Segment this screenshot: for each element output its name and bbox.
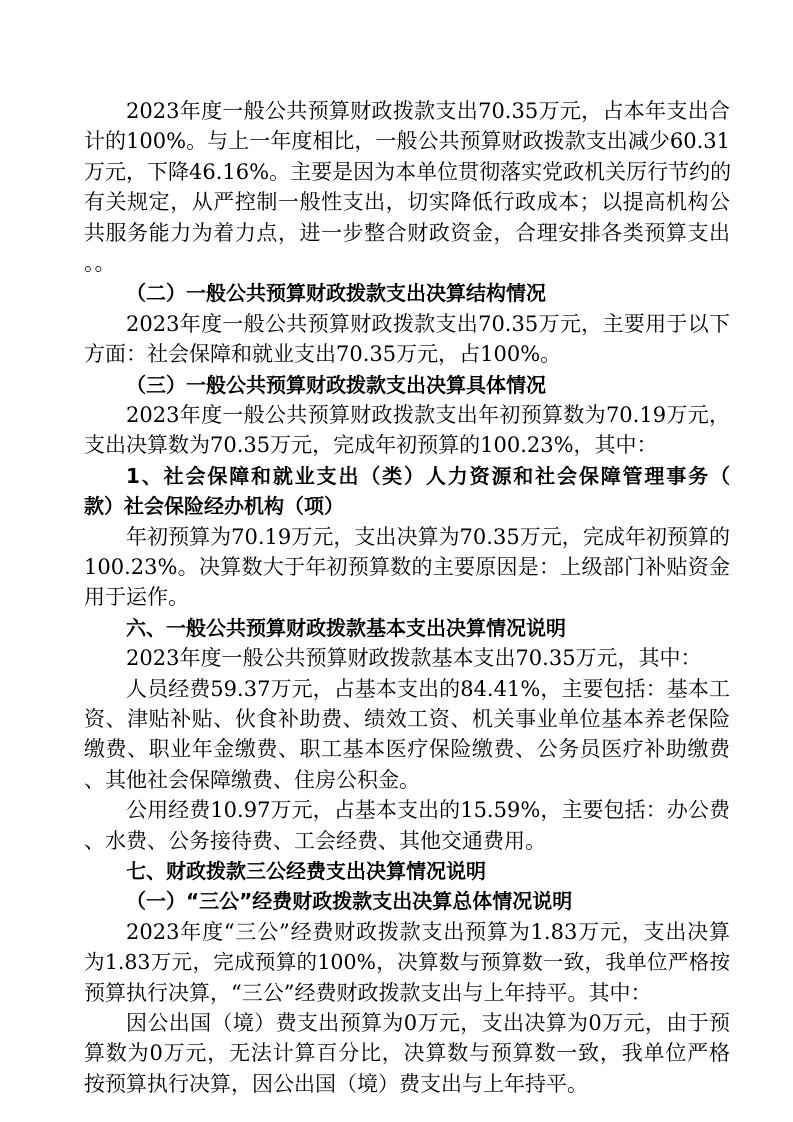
- paragraph-line: 缴费、职业年金缴费、职工基本医疗保险缴费、公务员医疗补助缴费: [84, 737, 730, 762]
- section-heading: 七、财政拨款三公经费支出决算情况说明: [126, 859, 486, 883]
- paragraph-line: 方面：社会保障和就业支出70.35万元，占100%。: [84, 342, 562, 367]
- section-heading: （二）一般公共预算财政拨款支出决算结构情况: [126, 281, 546, 306]
- paragraph-line: 。。: [84, 251, 116, 275]
- paragraph-line: 按预算执行决算，因公出国（境）费支出与上年持平。: [84, 1071, 588, 1096]
- paragraph-line: 2023年度“三公”经费财政拨款支出预算为1.83万元，支出决算: [126, 919, 730, 944]
- paragraph-line: 2023年度一般公共预算财政拨款支出70.35万元，占本年支出合: [126, 99, 730, 123]
- paragraph-line: 公用经费10.97万元，占基本支出的15.59%，主要包括：办公费: [126, 798, 730, 823]
- paragraph-line: 2023年度一般公共预算财政拨款基本支出70.35万元，其中：: [126, 646, 702, 671]
- paragraph-line: 人员经费59.37万元，占基本支出的84.41%，主要包括：基本工: [126, 676, 730, 701]
- paragraph-line: 因公出国（境）费支出预算为0万元，支出决算为0万元，由于预: [126, 1011, 730, 1035]
- section-heading: 六、一般公共预算财政拨款基本支出决算情况说明: [126, 615, 566, 640]
- paragraph-line: 预算执行决算，“三公”经费财政拨款支出与上年持平。其中：: [84, 980, 652, 1005]
- section-heading: （一）“三公”经费财政拨款支出决算总体情况说明: [126, 889, 573, 914]
- paragraph-line: 资、津贴补贴、伙食补助费、绩效工资、机关事业单位基本养老保险: [84, 707, 730, 731]
- paragraph-line: 万元，下降46.16%。主要是因为本单位贯彻落实党政机关厉行节约的: [84, 159, 732, 184]
- paragraph-line: 支出决算数为70.35万元，完成年初预算的100.23%，其中：: [84, 433, 658, 458]
- paragraph-line: 2023年度一般公共预算财政拨款支出年初预算数为70.19万元，: [126, 403, 730, 427]
- section-heading: 款）社会保险经办机构（项）: [84, 494, 344, 519]
- paragraph-line: 共服务能力为着力点，进一步整合财政资金，合理安排各类预算支出: [84, 220, 730, 245]
- paragraph-line: 、其他社会保障缴费、住房公积金。: [84, 767, 420, 792]
- paragraph-line: 算数为0万元，无法计算百分比，决算数与预算数一致，我单位严格: [84, 1041, 730, 1066]
- section-heading: （三）一般公共预算财政拨款支出决算具体情况: [126, 372, 546, 397]
- paragraph-line: 100.23%。决算数大于年初预算数的主要原因是：上级部门补贴资金: [84, 555, 730, 579]
- section-heading: 1、社会保障和就业支出（类）人力资源和社会保障管理事务（: [126, 463, 730, 488]
- paragraph-line: 计的100%。与上一年度相比，一般公共预算财政拨款支出减少60.31: [84, 129, 730, 154]
- paragraph-line: 2023年度一般公共预算财政拨款支出70.35万元，主要用于以下: [126, 311, 730, 336]
- paragraph-line: 为1.83万元，完成预算的100%，决算数与预算数一致，我单位严格按: [84, 950, 730, 975]
- paragraph-line: 用于运作。: [84, 585, 189, 610]
- paragraph-line: 有关规定，从严控制一般性支出，切实降低行政成本；以提高机构公: [84, 190, 730, 215]
- paragraph-line: 年初预算为70.19万元，支出决算为70.35万元，完成年初预算的: [126, 524, 730, 549]
- paragraph-line: 、水费、公务接待费、工会经费、其他交通费用。: [84, 828, 546, 853]
